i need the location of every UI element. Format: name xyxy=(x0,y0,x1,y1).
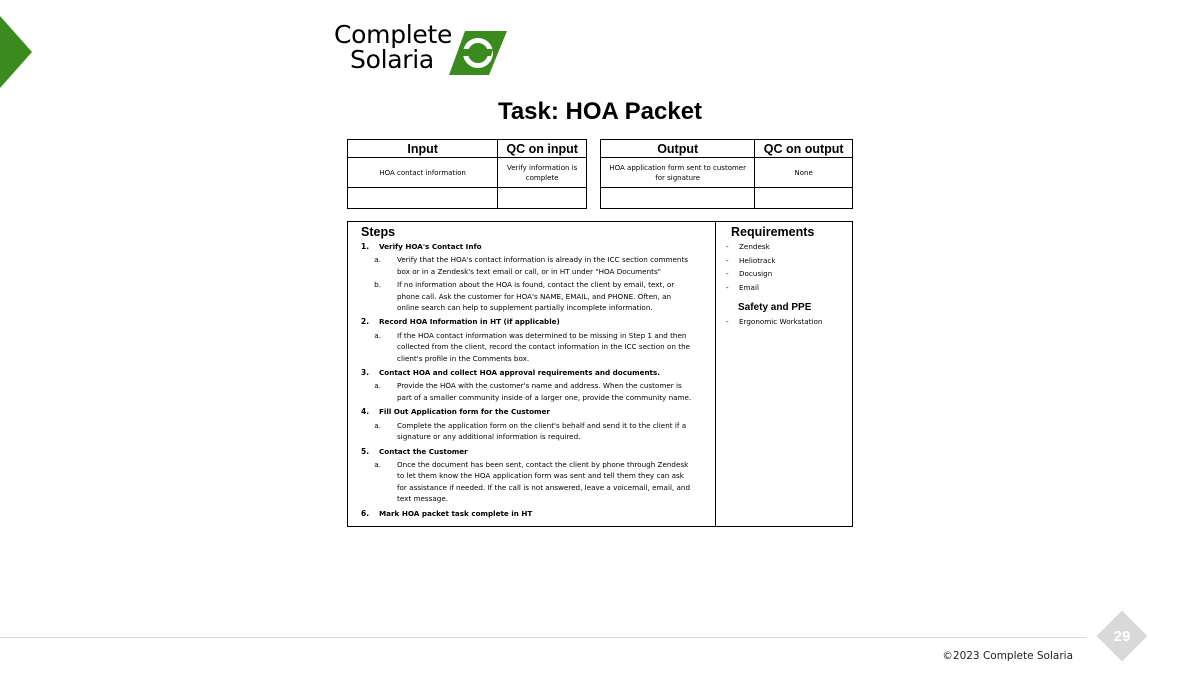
output-cell: HOA application form sent to customer for signature xyxy=(601,158,755,188)
step-item xyxy=(361,446,715,505)
footer-divider xyxy=(0,637,1086,638)
qc-input-header: QC on input xyxy=(498,140,587,158)
sub-step-letter: a. xyxy=(374,255,381,265)
input-cell: HOA contact information xyxy=(348,158,498,188)
sub-step-text: If no information about the HOA is found, contact the client by email, text, or phone call. Ask the customer for HOA's NAME, EMAIL, and PHONE. Often, an online search can help to supplement partially incomplete information. xyxy=(397,280,675,313)
logo-line-1: Complete xyxy=(334,20,453,49)
company-logo xyxy=(334,22,514,78)
input-qc-table xyxy=(347,139,587,209)
requirement-text: Ergonomic Workstation xyxy=(739,317,823,326)
sub-step-letter: b. xyxy=(374,280,381,290)
copyright-text: ©2023 Complete Solaria xyxy=(942,650,1073,662)
step-number: 1. xyxy=(361,242,370,251)
requirement-item xyxy=(717,315,852,329)
steps-requirements-box xyxy=(347,221,853,527)
sub-step-letter: a. xyxy=(374,330,381,340)
step-item xyxy=(361,508,715,519)
step-number: 5. xyxy=(361,446,370,456)
sub-step-text: Provide the HOA with the customer's name and address. When the customer is part of a smaller community inside of a larger one, provide the community name. xyxy=(397,381,692,402)
sub-step-letter: a. xyxy=(374,459,381,469)
step-title: Record HOA Information in HT (if applicable) xyxy=(379,317,560,327)
step-title: Mark HOA packet task complete in HT xyxy=(379,508,533,518)
requirement-item xyxy=(717,281,852,295)
step-title: Fill Out Application form for the Customer xyxy=(379,407,550,417)
step-item xyxy=(361,367,715,403)
step-number: 2. xyxy=(361,317,370,327)
empty-cell xyxy=(601,188,755,209)
safety-ppe-header: Safety and PPE xyxy=(738,302,812,313)
safety-ppe-list xyxy=(717,315,852,329)
qc-output-cell: None xyxy=(755,158,853,188)
step-title: Contact the Customer xyxy=(379,446,468,456)
output-qc-table xyxy=(600,139,853,209)
empty-cell xyxy=(498,188,587,209)
sub-step xyxy=(361,279,715,313)
logo-mark-icon xyxy=(449,31,507,75)
output-header: Output xyxy=(601,140,755,158)
step-number: 6. xyxy=(361,508,370,518)
sub-step xyxy=(361,459,715,505)
sub-step xyxy=(361,330,715,364)
requirement-text: Email xyxy=(739,282,759,292)
sub-step-text: If the HOA contact information was determined to be missing in Step 1 and then collected from the client, record the contact information in the ICC section on the client's profile in the Comments box. xyxy=(397,330,691,363)
requirements-header: Requirements xyxy=(731,225,815,239)
sub-step-letter: a. xyxy=(374,381,381,391)
step-item xyxy=(361,406,715,442)
input-header: Input xyxy=(348,140,498,158)
requirement-text: Docusign xyxy=(739,269,773,278)
sub-step xyxy=(361,380,715,403)
requirement-item xyxy=(717,254,852,268)
requirement-item xyxy=(717,267,852,281)
logo-wordmark xyxy=(334,22,452,72)
sub-step-text: Complete the application form on the client's behalf and send it to the client if a signature or any additional information is required. xyxy=(397,420,687,442)
bullet-dash: - xyxy=(726,242,729,251)
requirement-text: Zendesk xyxy=(739,242,770,251)
requirement-text: Heliotrack xyxy=(739,255,776,265)
sub-step xyxy=(361,420,715,443)
step-title: Contact HOA and collect HOA approval requirements and documents. xyxy=(379,368,661,378)
step-number: 4. xyxy=(361,407,370,417)
page-number: 29 xyxy=(1113,628,1131,645)
logo-line-2: Solaria xyxy=(350,45,434,74)
empty-cell xyxy=(755,188,853,209)
steps-list xyxy=(361,241,715,519)
empty-cell xyxy=(348,188,498,209)
sub-step-letter: a. xyxy=(374,420,381,430)
bullet-dash: - xyxy=(726,317,729,326)
qc-input-cell: Verify information is complete xyxy=(498,158,587,188)
requirement-item xyxy=(717,240,852,254)
sub-step xyxy=(361,254,715,277)
sub-step-text: Once the document has been sent, contact the client by phone through Zendesk to let them know the HOA application form was sent and tell them they can ask for assistance if needed. If the call is not answered, leave a voicemail, email, and text message. xyxy=(397,459,691,504)
corner-accent-triangle xyxy=(0,16,32,88)
page-title: Task: HOA Packet xyxy=(497,98,703,125)
requirements-column xyxy=(717,222,852,526)
step-item xyxy=(361,316,715,364)
qc-output-header: QC on output xyxy=(755,140,853,158)
bullet-dash: - xyxy=(726,255,729,265)
step-number: 3. xyxy=(361,368,370,378)
steps-column xyxy=(348,222,716,526)
steps-header: Steps xyxy=(361,225,396,239)
requirements-list xyxy=(717,240,852,294)
bullet-dash: - xyxy=(726,282,729,292)
sub-step-text: Verify that the HOA's contact information is already in the ICC section comments box or in a Zendesk's text email or call, or in HT under "HOA Documents" xyxy=(397,255,689,276)
step-item xyxy=(361,241,715,313)
bullet-dash: - xyxy=(726,269,729,278)
step-title: Verify HOA's Contact Info xyxy=(379,242,482,251)
